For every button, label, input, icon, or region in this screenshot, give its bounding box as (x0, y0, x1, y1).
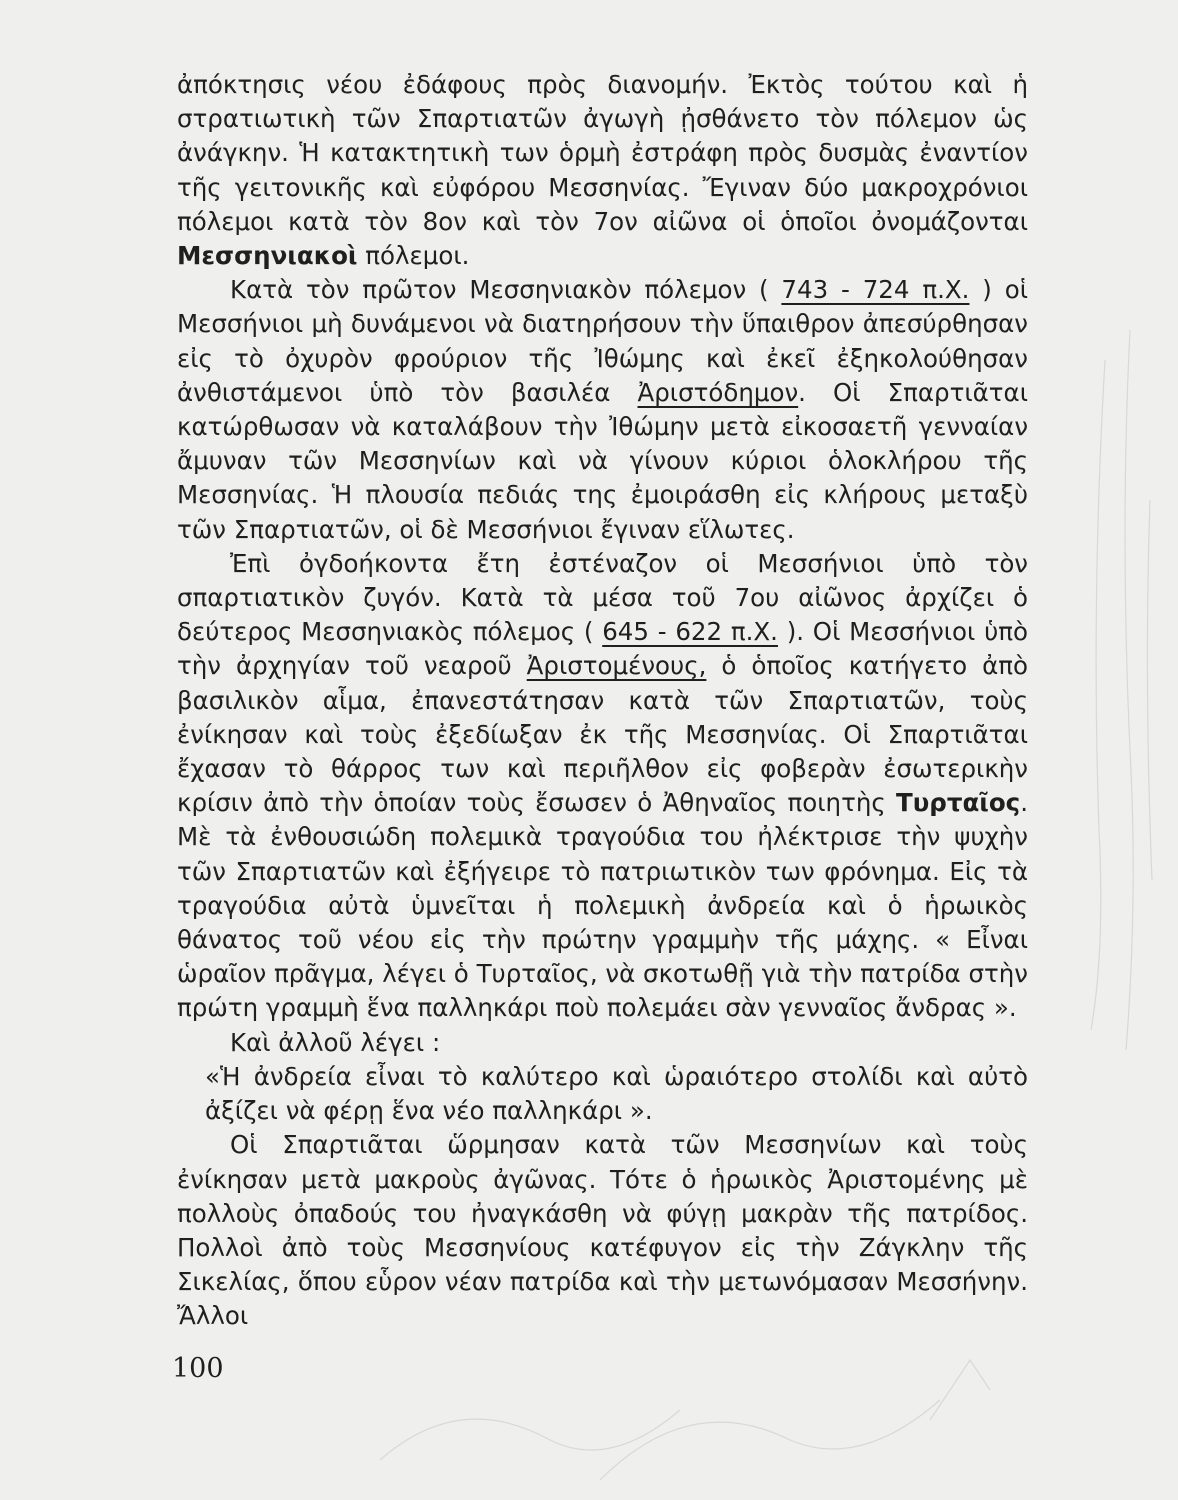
paragraph-3: Ἐπὶ ὀγδοήκοντα ἔτη ἐστέναζον οἱ Μεσσήνιοι ὑπὸ τὸν σπαρτιατικὸν ζυγόν. Κατὰ τὰ μέσα τοῦ 7ου αἰῶνος ἀρχίζει ὁ δεύτερος Μεσσηνιακὸς πόλεμος ( 645 - 622 π.Χ. ). Οἱ Μεσσήνιοι ὑπὸ τὴν ἀρχηγίαν τοῦ νεαροῦ Ἀριστομένους, ὁ ὁποῖος κατήγετο ἀπὸ βασιλικὸν αἷμα, ἐπανεστάτησαν κατὰ τῶν Σπαρτιατῶν, τοὺς ἐνίκησαν καὶ τοὺς ἐξεδίωξαν ἐκ τῆς Μεσσηνίας. Οἱ Σπαρτιᾶται ἔχασαν τὸ θάρρος των καὶ περιῆλθον εἰς φοβερὰν ἐσωτερικὴν κρίσιν ἀπὸ τὴν ὁποίαν τοὺς ἔσωσεν ὁ Ἀθηναῖος ποιητὴς Τυρταῖος. Μὲ τὰ ἐνθουσιώδη πολεμικὰ τραγούδια του ἠλέκτρισε τὴν ψυχὴν τῶν Σπαρτιατῶν καὶ ἐξήγειρε τὸ πατριωτικὸν των φρόνημα. Εἰς τὰ τραγούδια αὐτὰ ὑμνεῖται ἡ πολεμικὴ ἀνδρεία καὶ ὁ ἡρωικὸς θάνατος τοῦ νέου εἰς τὴν πρώτην γραμμὴν τῆς μάχης. « Εἶναι ὡραῖον πρᾶγμα, λέγει ὁ Τυρταῖος, νὰ σκοτωθῇ γιὰ τὴν πατρίδα στὴν πρώτη γραμμὴ ἕνα παλληκάρι ποὺ πολεμάει σὰν γενναῖος ἄνδρας ». (177, 548, 1029, 1023)
quotation: «Ἡ ἀνδρεία εἶναι τὸ καλύτερο καὶ ὡραιότερο στολίδι καὶ αὐτὸ ἀξίζει νὰ φέρῃ ἕνα νέο παλληκάρι ». (205, 1061, 1028, 1126)
paragraph-4: Καὶ ἀλλοῦ λέγει : (230, 1027, 441, 1057)
page-number: 100 (172, 1353, 224, 1384)
pencil-underline-date: 743 - 724 π.Χ. (781, 275, 970, 305)
pencil-underline-name: Ἀριστομένους, (526, 651, 707, 681)
paragraph-5: Οἱ Σπαρτιᾶται ὥρμησαν κατὰ τῶν Μεσσηνίων καὶ τοὺς ἐνίκησαν μετὰ μακροὺς ἀγῶνας. Τότε ὁ ἡρωικὸς Ἀριστομένης μὲ πολλοὺς ὀπαδούς του ἠναγκάσθη νὰ φύγῃ μακρὰν τῆς πατρίδος. Πολλοὶ ἀπὸ τοὺς Μεσσηνίους κατέφυγον εἰς τὴν Ζάγκλην τῆς Σικελίας, ὅπου εὗρον νέαν πατρίδα καὶ τὴν μετωνόμασαν Μεσσήνην. Ἄλλοι (177, 1130, 1028, 1331)
paragraph-1: ἀπόκτησις νέου ἐδάφους πρὸς διανομήν. Ἐκτὸς τούτου καὶ ἡ στρατιωτικὴ τῶν Σπαρτιατῶν ἀγωγὴ ᾐσθάνετο τὸν πόλεμον ὡς ἀνάγκην. Ἡ κατακτητικὴ των ὁρμὴ ἐστράφη πρὸς δυσμὰς ἐναντίον τῆς γειτονικῆς καὶ εὐφόρου Μεσσηνίας. Ἔγιναν δύο μακροχρόνιοι πόλεμοι κατὰ τὸν 8ον καὶ τὸν 7ον αἰῶνα οἱ ὁποῖοι ὀνομάζονται Μεσσηνιακοὶ πόλεμοι. (177, 70, 1028, 271)
paragraph-2: Κατὰ τὸν πρῶτον Μεσσηνιακὸν πόλεμον ( 743 - 724 π.Χ. ) οἱ Μεσσήνιοι μὴ δυνάμενοι νὰ διατηρήσουν τὴν ὕπαιθρον ἀπεσύρθησαν εἰς τὸ ὀχυρὸν φρούριον τῆς Ἰθώμης καὶ ἐκεῖ ἐξηκολούθησαν ἀνθιστάμενοι ὑπὸ τὸν βασιλέα Ἀριστόδημον. Οἱ Σπαρτιᾶται κατώρθωσαν νὰ καταλάβουν τὴν Ἰθώμην μετὰ εἰκοσαετῆ γενναίαν ἄμυναν τῶν Μεσσηνίων καὶ νὰ γίνουν κύριοι ὁλοκλήρου τῆς Μεσσηνίας. Ἡ πλουσία πεδιάς της ἐμοιράσθη εἰς κλήρους μεταξὺ τῶν Σπαρτιατῶν, οἱ δὲ Μεσσήνιοι ἔγιναν εἵλωτες. (177, 275, 1028, 544)
body-text (177, 68, 1028, 1334)
pencil-underline-date: 645 - 622 π.Χ. (602, 617, 778, 647)
pencil-underline-name: Ἀριστόδημον (637, 377, 799, 407)
